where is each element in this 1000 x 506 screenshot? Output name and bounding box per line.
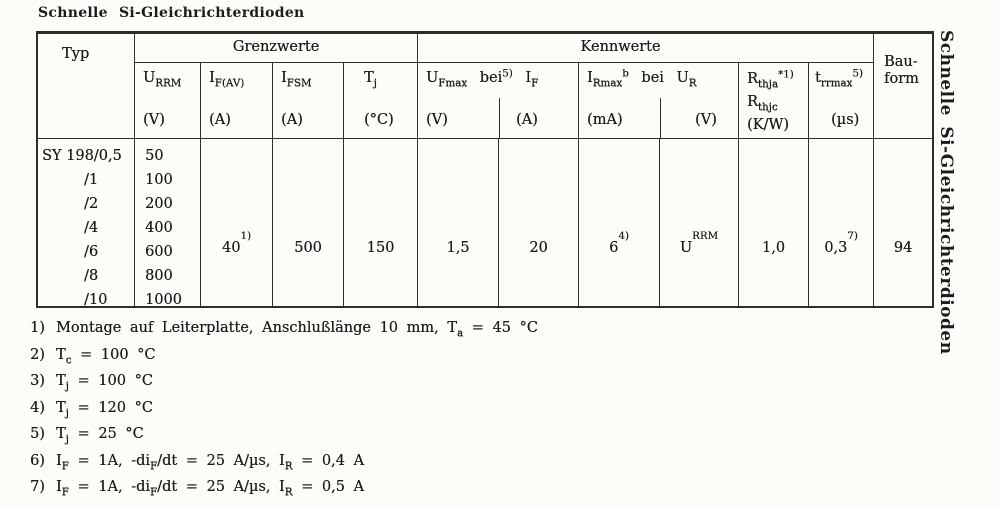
trr-symbol: $t_{rrmax}^{5)}$ (815, 67, 863, 90)
column-header-urrm (135, 63, 201, 139)
column-header-tj (344, 63, 418, 139)
footnote-marker: 5) (30, 426, 45, 442)
typ-value: /10 (84, 292, 108, 308)
footnotes-block (30, 315, 538, 501)
footnote-item (30, 315, 538, 342)
column-header-bauform (874, 34, 932, 139)
typ-value: /4 (84, 220, 99, 236)
vertical-page-edge-title: Schnelle Si-Gleichrichterdioden (936, 30, 956, 355)
irmax-ur-symbol: $I_{Rmax}^b$ bei $U_R$ (587, 67, 697, 90)
rth-unit: (K/W) (747, 117, 789, 133)
bauform-line2: form (884, 71, 919, 87)
urrm-value: 200 (145, 196, 173, 212)
typ-value: /1 (84, 172, 99, 188)
group-header-kennwerte: Kennwerte (418, 34, 874, 63)
footnote-marker: 7) (30, 479, 45, 495)
footnote-text: $T_j = 25$ °C (56, 426, 144, 446)
typ-value: /2 (84, 196, 99, 212)
footnote-marker: 4) (30, 399, 45, 416)
rthjc-symbol: $R_{thjc}$ (747, 94, 778, 114)
column-header-trr (809, 63, 874, 139)
footnote-text: $T_j = 120$ °C (56, 399, 153, 419)
column-header-ifav (201, 63, 273, 139)
footnote-item (30, 368, 538, 395)
footnote-text: $I_F = 1A$, $-di_F/dt = 25$ A/µs, $I_R = 0,4$ A (56, 452, 364, 472)
footnote-item (30, 342, 538, 369)
group-header-grenzwerte: Grenzwerte (135, 34, 418, 63)
rthja-symbol: $R_{thja}^{*1)}$ (747, 68, 794, 91)
diode-spec-table (36, 31, 934, 308)
value-if: 20 (499, 139, 579, 307)
if-unit: (A) (499, 98, 578, 138)
column-header-ifsm (273, 63, 344, 139)
footnote-text: $T_j = 100$ °C (56, 373, 153, 393)
tj-unit: (°C) (364, 112, 394, 128)
footnote-marker: 1) (30, 320, 45, 336)
value-rth: 1,0 (739, 139, 809, 307)
column-header-ufmax-if (418, 63, 579, 139)
urrm-symbol: $U_{RRM}$ (143, 70, 182, 90)
urrm-value: 100 (145, 172, 173, 188)
footnote-item (30, 474, 538, 501)
ifav-unit: (A) (209, 112, 231, 128)
column-header-irmax-ur (579, 63, 739, 139)
ufmax-unit: (V) (426, 112, 448, 128)
value-ufmax: 1,5 (418, 139, 499, 307)
urrm-value: 600 (145, 244, 173, 260)
bauform-line1: Bau- (884, 54, 918, 70)
urrm-value: 50 (145, 148, 164, 164)
footnote-item (30, 448, 538, 475)
value-ur: U RRM (660, 139, 739, 307)
typ-value: /6 (84, 244, 99, 260)
typ-value: /8 (84, 268, 99, 284)
ufmax-if-units (418, 98, 578, 138)
footnote-item (30, 421, 538, 448)
value-ifsm: 500 (273, 139, 344, 307)
irmax-ur-units (579, 98, 738, 138)
tj-symbol: $T_j$ (364, 70, 377, 90)
value-irmax: 6 4) (579, 139, 660, 307)
column-header-rth (739, 63, 809, 139)
urrm-column (135, 139, 201, 307)
footnote-text: $I_F = 1A$, $-di_F/dt = 25$ A/µs, $I_R = 0,5$ A (56, 479, 364, 499)
value-ifav: 40 1) (201, 139, 273, 307)
footnote-marker: 3) (30, 373, 45, 389)
footnote-text: $T_c = 100$ °C (56, 346, 156, 366)
typ-column (38, 139, 135, 307)
trr-unit: (µs) (831, 112, 860, 128)
urrm-value: 1000 (145, 292, 182, 308)
urrm-unit: (V) (143, 112, 165, 128)
ufmax-if-symbol: $U_{Fmax}$ bei$^{5)}$ $I_F$ (426, 67, 539, 90)
urrm-value: 800 (145, 268, 173, 284)
ifav-symbol: $I_{F(AV)}$ (209, 70, 245, 90)
ifsm-unit: (A) (281, 112, 303, 128)
value-tj: 150 (344, 139, 418, 307)
column-header-typ: Typ (38, 34, 135, 139)
footnote-marker: 6) (30, 452, 45, 469)
ur-unit: (V) (660, 98, 738, 138)
footnote-marker: 2) (30, 346, 45, 363)
typ-value: SY 198/0,5 (42, 148, 122, 164)
urrm-value: 400 (145, 220, 173, 236)
value-trr: 0,3 7) (809, 139, 874, 307)
value-bauform: 94 (893, 240, 913, 256)
page-title: Schnelle Si-Gleichrichterdioden (38, 5, 305, 21)
irmax-unit: (mA) (587, 112, 623, 128)
footnote-item (30, 395, 538, 422)
footnote-text: Montage auf Leiterplatte, Anschlußlänge 10 mm, $T_a = 45$ °C (56, 320, 538, 340)
ifsm-symbol: $I_{FSM}$ (281, 70, 312, 90)
